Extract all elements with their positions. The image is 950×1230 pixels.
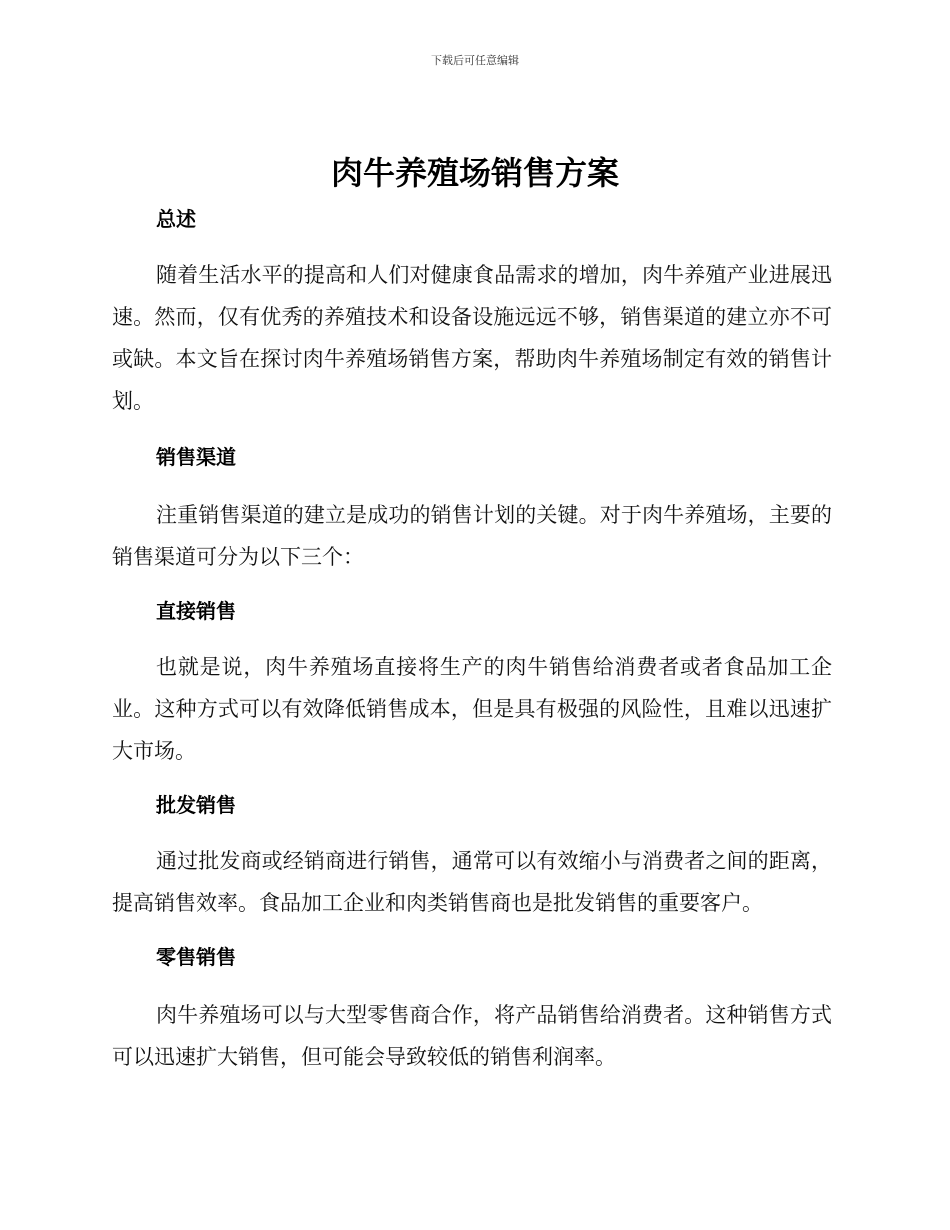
section-heading-wholesale: 批发销售 (156, 793, 236, 817)
paragraph-wholesale: 通过批发商或经销商进行销售，通常可以有效缩小与消费者之间的距离，提高销售效率。食品加工企业和肉类销售商也是批发销售的重要客户。 (112, 849, 832, 915)
page-header: 下载后可任意编辑 (431, 54, 519, 67)
paragraph-sales-channels: 注重销售渠道的建立是成功的销售计划的关键。对于肉牛养殖场，主要的销售渠道可分为以下三个： (112, 503, 832, 569)
paragraph-summary: 随着生活水平的提高和人们对健康食品需求的增加，肉牛养殖产业进展迅速。然而，仅有优秀的养殖技术和设备设施远远不够，销售渠道的建立亦不可或缺。本文旨在探讨肉牛养殖场销售方案，帮助肉牛养殖场制定有效的销售计划。 (112, 263, 832, 413)
paragraph-retail: 肉牛养殖场可以与大型零售商合作，将产品销售给消费者。这种销售方式可以迅速扩大销售，但可能会导致较低的销售利润率。 (112, 1003, 832, 1069)
document-title: 肉牛养殖场销售方案 (330, 154, 619, 192)
document-body (112, 204, 832, 1078)
section-heading-sales-channels: 销售渠道 (156, 445, 236, 469)
paragraph-direct-sales: 也就是说，肉牛养殖场直接将生产的肉牛销售给消费者或者食品加工企业。这种方式可以有效降低销售成本，但是具有极强的风险性，且难以迅速扩大市场。 (112, 655, 832, 763)
section-heading-direct-sales: 直接销售 (156, 599, 236, 623)
section-heading-summary: 总述 (156, 207, 196, 231)
section-heading-retail: 零售销售 (156, 945, 236, 969)
